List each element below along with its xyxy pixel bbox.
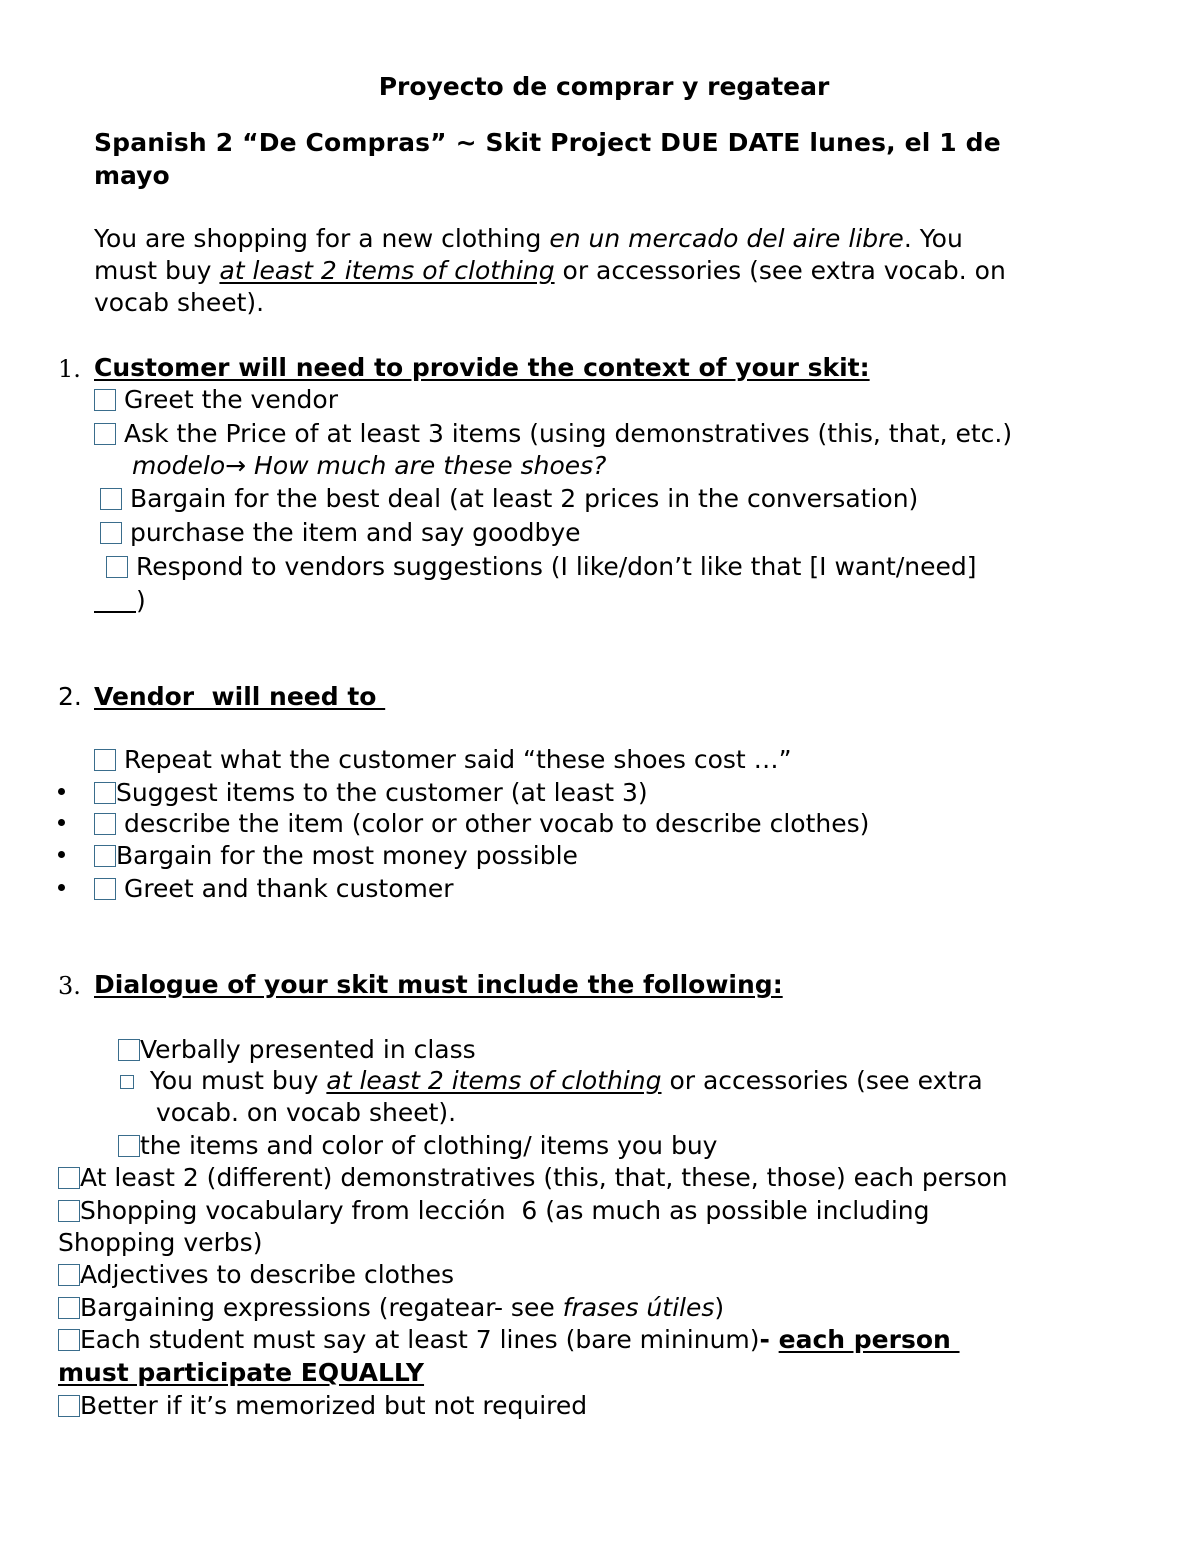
checkbox[interactable] xyxy=(118,1039,140,1061)
fill-in-blank-line xyxy=(94,585,146,617)
bullet-icon xyxy=(58,851,65,858)
checklist-item-label: Bargain for the best deal (at least 2 prices in the conversation) xyxy=(129,484,919,513)
checklist-item-label: Bargaining expressions (regatear- see xyxy=(80,1293,563,1322)
checkbox[interactable] xyxy=(58,1395,80,1417)
checklist-item-label: Greet and thank customer xyxy=(123,874,454,903)
modelo-label: modelo xyxy=(132,451,226,480)
section-3-heading: Dialogue of your skit must include the following: xyxy=(94,970,783,999)
checkbox[interactable] xyxy=(94,813,116,835)
section-1-heading: Customer will need to provide the context of your skit: xyxy=(94,353,870,382)
checkbox[interactable] xyxy=(58,1200,80,1222)
checkbox[interactable] xyxy=(58,1297,80,1319)
intro-spanish-phrase: en un mercado del aire libre xyxy=(549,224,904,253)
checklist-item-label: ) xyxy=(714,1293,725,1322)
checklist-item-label: At least 2 (different) demonstratives (this, that, these, those) each person xyxy=(80,1163,1008,1192)
intro-text: You are shopping for a new clothing xyxy=(94,224,550,253)
checklist-item-label: Each student must say at least 7 lines (bare mininum) xyxy=(80,1325,760,1354)
checklist-item xyxy=(58,1162,1008,1194)
checklist-item-label: Respond to vendors suggestions (I like/don’t like that [I want/need] xyxy=(135,552,977,581)
checklist-item xyxy=(94,840,578,872)
checklist-item xyxy=(94,873,454,905)
dash: - xyxy=(759,1325,779,1354)
checklist-item xyxy=(58,1292,724,1324)
checkbox[interactable] xyxy=(118,1135,140,1157)
checklist-item xyxy=(58,1195,930,1227)
intro-line-2 xyxy=(94,255,1006,287)
checklist-item xyxy=(58,1324,960,1356)
checklist-item-continuation: vocab. on vocab sheet). xyxy=(156,1098,457,1127)
checklist-item-label: describe the item (color or other vocab to describe clothes) xyxy=(123,809,870,838)
checkbox[interactable] xyxy=(94,878,116,900)
checkbox[interactable] xyxy=(106,556,128,578)
checklist-item xyxy=(100,483,918,515)
checklist-item-label: Better if it’s memorized but not required xyxy=(80,1391,588,1420)
checklist-item xyxy=(94,808,869,840)
bullet-icon xyxy=(58,819,65,826)
equal-participation-continuation: must participate EQUALLY xyxy=(58,1358,425,1387)
checklist-item-label: Adjectives to describe clothes xyxy=(80,1260,455,1289)
intro-text: must buy xyxy=(94,256,220,285)
header-line-2: mayo xyxy=(94,161,170,190)
closing-paren: ) xyxy=(136,586,146,615)
checkbox[interactable] xyxy=(94,845,116,867)
section-2-heading: Vendor will need to xyxy=(94,682,386,711)
checklist-item xyxy=(94,744,792,776)
checklist-item-label: You must buy xyxy=(149,1066,327,1095)
page-title: Proyecto de comprar y regatear xyxy=(378,72,830,101)
checklist-item xyxy=(118,1034,476,1066)
checklist-item-label: Shopping vocabulary from lección 6 (as much as possible including xyxy=(80,1196,930,1225)
checklist-item-label: the items and color of clothing/ items you buy xyxy=(140,1131,718,1160)
section-2-number: 2. xyxy=(58,682,82,711)
checkbox[interactable] xyxy=(120,1075,134,1089)
checklist-item-continuation: Shopping verbs) xyxy=(58,1228,263,1257)
checkbox[interactable] xyxy=(100,522,122,544)
section-3-number: 3. xyxy=(58,972,81,1000)
checkbox[interactable] xyxy=(58,1264,80,1286)
checklist-item-label: Bargain for the most money possible xyxy=(116,841,578,870)
intro-emphasis: at least 2 items of clothing xyxy=(219,256,555,285)
checkbox[interactable] xyxy=(100,488,122,510)
checklist-item-label: purchase the item and say goodbye xyxy=(129,518,581,547)
frases-utiles: frases útiles xyxy=(562,1293,715,1322)
modelo-example: How much are these shoes? xyxy=(246,451,607,480)
intro-line-1 xyxy=(94,223,963,255)
intro-text: . You xyxy=(903,224,963,253)
checklist-item-label: Suggest items to the customer (at least 3) xyxy=(116,778,648,807)
checklist-item-label: Greet the vendor xyxy=(123,385,339,414)
checklist-item xyxy=(100,517,581,549)
checklist-item xyxy=(94,418,1012,450)
checklist-item-label: Ask the Price of at least 3 items (using demonstratives (this, that, etc.) xyxy=(123,419,1013,448)
header-line-1: Spanish 2 “De Compras” ~ Skit Project DUE DATE lunes, el 1 de xyxy=(94,128,1001,157)
checklist-item xyxy=(120,1065,983,1097)
modelo-line xyxy=(132,450,606,482)
checkbox[interactable] xyxy=(94,389,116,411)
checklist-item-label: Verbally presented in class xyxy=(140,1035,476,1064)
equal-participation: each person xyxy=(778,1325,960,1354)
fill-in-blank xyxy=(94,589,136,613)
checklist-item xyxy=(118,1130,717,1162)
checklist-item-label: or accessories (see extra xyxy=(661,1066,983,1095)
checklist-item xyxy=(58,1259,454,1291)
checkbox[interactable] xyxy=(94,749,116,771)
intro-text: or accessories (see extra vocab. on xyxy=(554,256,1006,285)
arrow-icon: → xyxy=(225,451,247,480)
intro-line-3: vocab sheet). xyxy=(94,288,265,317)
checkbox[interactable] xyxy=(94,782,116,804)
checkbox[interactable] xyxy=(58,1329,80,1351)
checkbox[interactable] xyxy=(58,1167,80,1189)
checklist-item xyxy=(106,551,977,583)
emphasis-text: at least 2 items of clothing xyxy=(326,1066,662,1095)
section-1-number: 1. xyxy=(58,355,81,383)
bullet-icon xyxy=(58,788,65,795)
checklist-item-label: Repeat what the customer said “these shoes cost …” xyxy=(123,745,792,774)
checklist-item xyxy=(94,777,648,809)
checkbox[interactable] xyxy=(94,423,116,445)
bullet-icon xyxy=(58,884,65,891)
checklist-item xyxy=(58,1390,587,1422)
checklist-item xyxy=(94,384,338,416)
